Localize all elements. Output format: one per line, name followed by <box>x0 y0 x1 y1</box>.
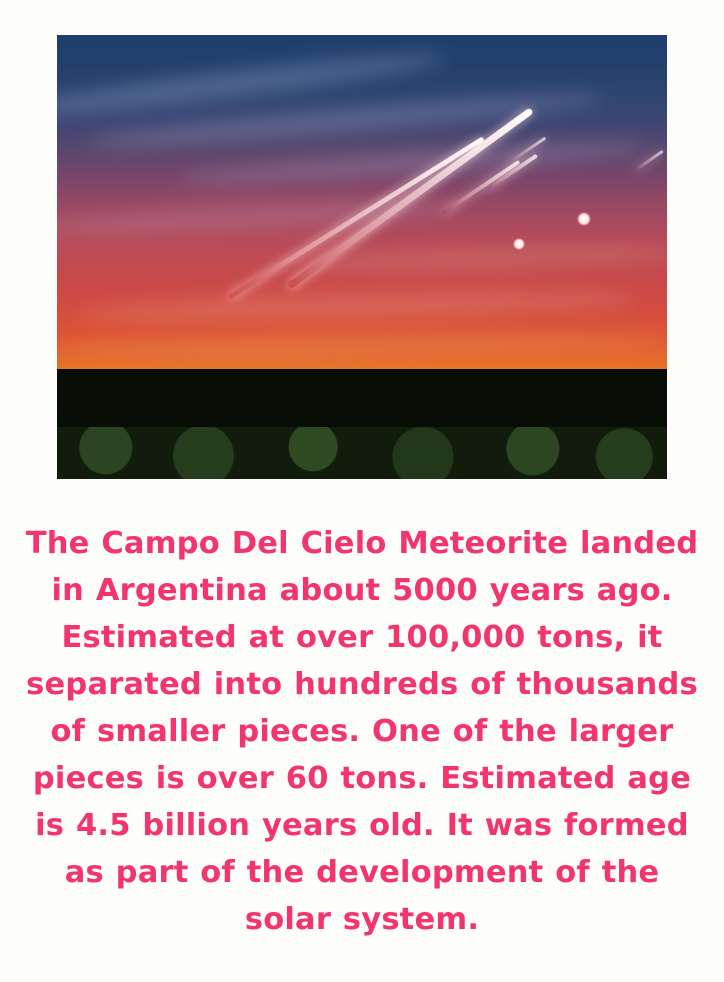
meteor-head <box>513 238 525 250</box>
meteor-head <box>577 212 591 226</box>
tree <box>115 397 145 431</box>
meteor-sunset-photograph <box>57 35 667 479</box>
tree <box>469 397 493 431</box>
tree <box>213 395 237 431</box>
foreground-foliage <box>57 427 667 479</box>
treeline-silhouette <box>57 369 667 479</box>
caption-text: The Campo Del Cielo Meteorite landed in Argentina about 5000 years ago. Estimated at over 100,000 tons, it separated into hundreds of thousands of smaller pieces. One of the larger pieces is over 60 tons. Estimated age is 4.5 billion years old. It was formed as part of the development of the solar system. <box>25 526 699 937</box>
